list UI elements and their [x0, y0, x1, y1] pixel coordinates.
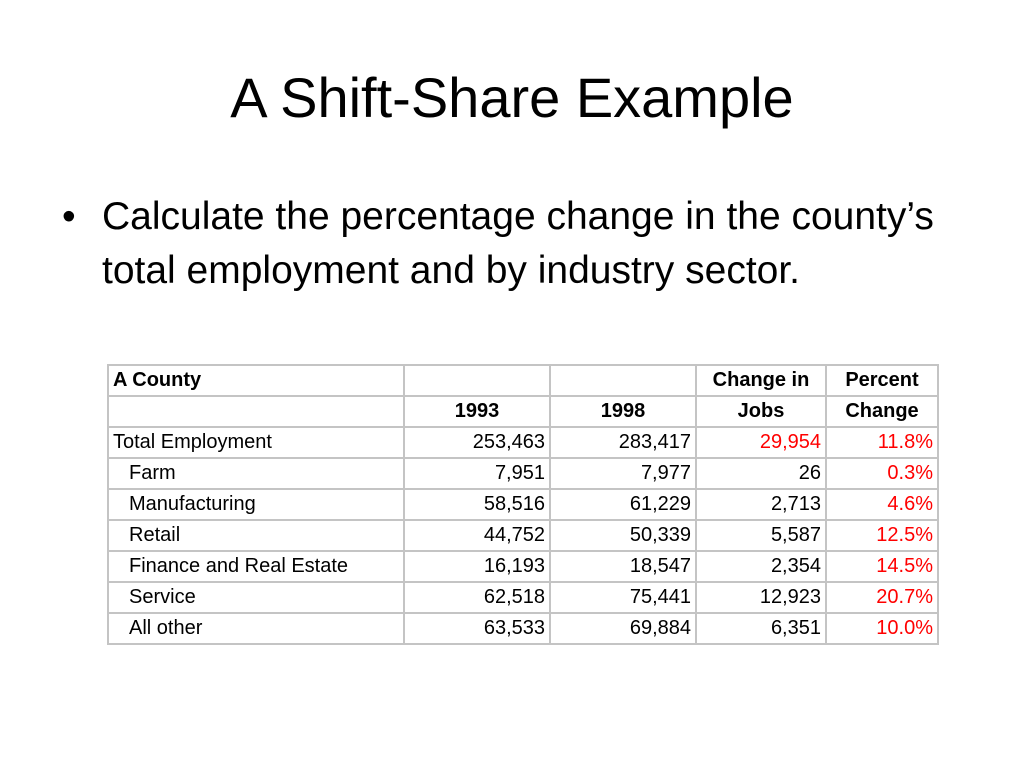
jobs-1993: 63,533	[404, 613, 550, 644]
change-in-jobs: 2,713	[696, 489, 826, 520]
percent-change: 4.6%	[826, 489, 938, 520]
bullet-text: Calculate the percentage change in the county’s total employment and by industry sector.	[102, 195, 934, 292]
sector-name: Total Employment	[108, 427, 404, 458]
change-in-jobs: 5,587	[696, 520, 826, 551]
jobs-1998: 283,417	[550, 427, 696, 458]
header-cell: A County	[108, 365, 404, 396]
jobs-1998: 61,229	[550, 489, 696, 520]
table-row	[108, 613, 938, 644]
table-row	[108, 520, 938, 551]
employment-table	[107, 364, 939, 645]
jobs-1998: 69,884	[550, 613, 696, 644]
jobs-1993: 44,752	[404, 520, 550, 551]
header-cell: Change	[826, 396, 938, 427]
change-in-jobs: 12,923	[696, 582, 826, 613]
jobs-1993: 7,951	[404, 458, 550, 489]
change-in-jobs: 26	[696, 458, 826, 489]
sector-name: Retail	[108, 520, 404, 551]
header-cell: Percent	[826, 365, 938, 396]
percent-change: 14.5%	[826, 551, 938, 582]
jobs-1998: 50,339	[550, 520, 696, 551]
header-cell: Change in	[696, 365, 826, 396]
jobs-1998: 18,547	[550, 551, 696, 582]
percent-change: 10.0%	[826, 613, 938, 644]
jobs-1998: 7,977	[550, 458, 696, 489]
sector-name: Finance and Real Estate	[108, 551, 404, 582]
jobs-1993: 16,193	[404, 551, 550, 582]
change-in-jobs: 29,954	[696, 427, 826, 458]
table-row	[108, 427, 938, 458]
sector-name: Service	[108, 582, 404, 613]
header-cell: 1998	[550, 396, 696, 427]
table-row	[108, 551, 938, 582]
header-cell	[108, 396, 404, 427]
jobs-1998: 75,441	[550, 582, 696, 613]
sector-name: Farm	[108, 458, 404, 489]
jobs-1993: 62,518	[404, 582, 550, 613]
percent-change: 12.5%	[826, 520, 938, 551]
table-row	[108, 458, 938, 489]
header-cell: Jobs	[696, 396, 826, 427]
change-in-jobs: 6,351	[696, 613, 826, 644]
header-cell	[404, 365, 550, 396]
percent-change: 11.8%	[826, 427, 938, 458]
percent-change: 20.7%	[826, 582, 938, 613]
table-header-row	[108, 365, 938, 396]
percent-change: 0.3%	[826, 458, 938, 489]
sector-name: Manufacturing	[108, 489, 404, 520]
jobs-1993: 253,463	[404, 427, 550, 458]
slide-title: A Shift-Share Example	[230, 66, 794, 129]
jobs-1993: 58,516	[404, 489, 550, 520]
table-row	[108, 582, 938, 613]
change-in-jobs: 2,354	[696, 551, 826, 582]
table-header-row	[108, 396, 938, 427]
table-row	[108, 489, 938, 520]
header-cell: 1993	[404, 396, 550, 427]
bullet-symbol: •	[62, 195, 76, 238]
header-cell	[550, 365, 696, 396]
sector-name: All other	[108, 613, 404, 644]
